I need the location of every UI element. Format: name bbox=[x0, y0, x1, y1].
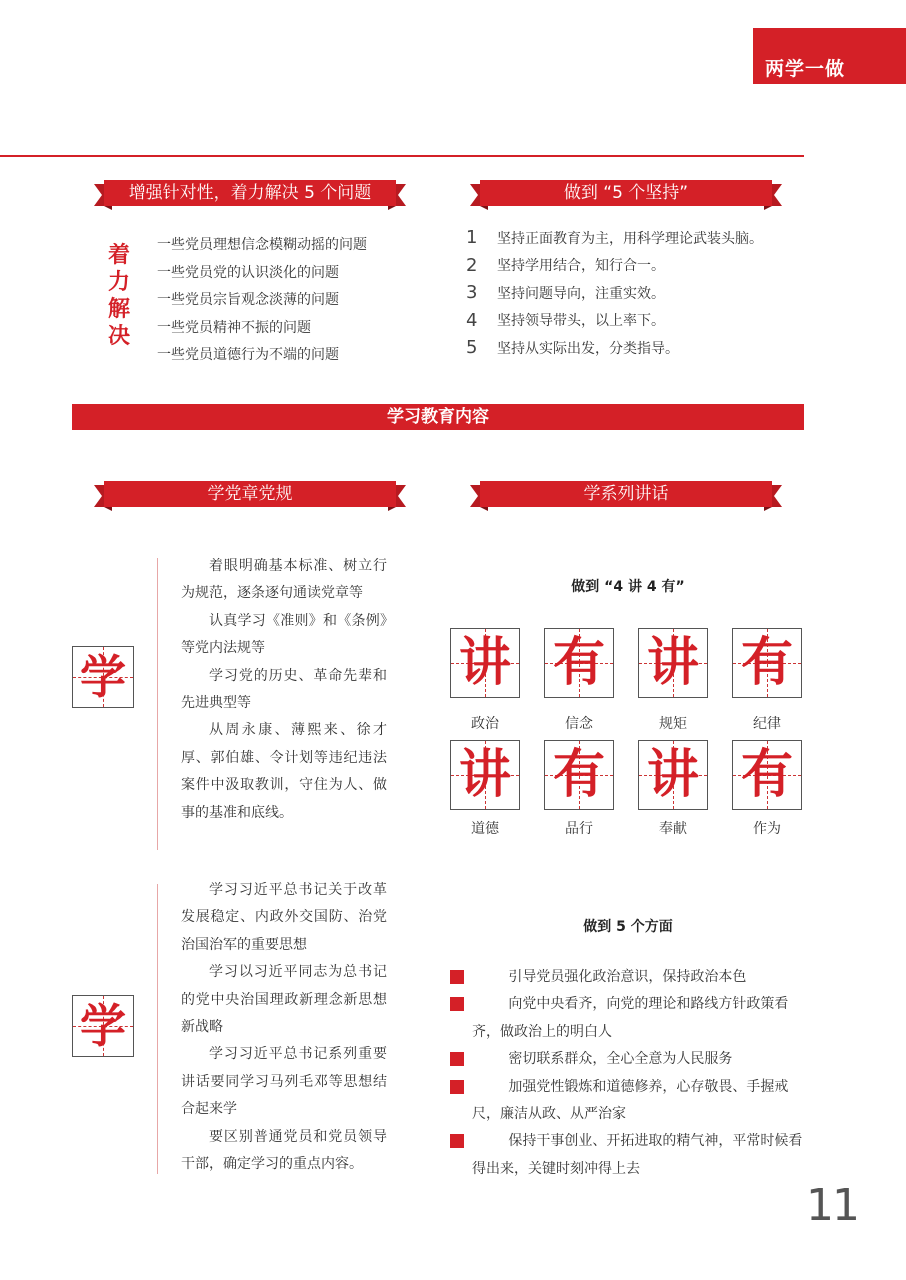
char-glyph: 有 bbox=[552, 745, 605, 805]
list-item bbox=[466, 252, 806, 280]
char-box bbox=[544, 628, 614, 698]
item-text: 坚持正面教育为主，用科学理论武装头脑。 bbox=[497, 230, 763, 247]
item-text: 密切联系群众，全心全意为人民服务 bbox=[508, 1051, 733, 1068]
vertical-divider bbox=[157, 558, 158, 850]
item-number: 5 bbox=[466, 337, 478, 359]
list-item bbox=[450, 1128, 806, 1183]
gloss-char: 力 bbox=[107, 269, 130, 295]
item-text: 坚持从实际出发，分类指导。 bbox=[497, 340, 679, 357]
vertical-gloss bbox=[106, 242, 132, 350]
char-label: 奉献 bbox=[659, 821, 687, 837]
xue-char-box bbox=[72, 646, 134, 708]
banner-party-rules bbox=[94, 481, 406, 511]
list-item bbox=[450, 1046, 806, 1073]
bullet-square-icon bbox=[450, 1052, 464, 1066]
char-label: 纪律 bbox=[753, 716, 781, 732]
item-number: 4 bbox=[466, 309, 478, 331]
page-number: 11 bbox=[806, 1180, 858, 1231]
list-item bbox=[466, 307, 806, 335]
xue-char: 学 bbox=[80, 999, 126, 1053]
banner-label: 增强针对性，着力解决 5 个问题 bbox=[128, 183, 372, 203]
char-glyph: 有 bbox=[740, 745, 793, 805]
list-item bbox=[466, 334, 806, 362]
list-item: 一些党员宗旨观念淡薄的问题 bbox=[157, 292, 339, 308]
five-heading: 做到 5 个方面 bbox=[583, 919, 673, 935]
banner-label: 学党章党规 bbox=[207, 484, 293, 504]
paragraph: 学习习近平总书记系列重要讲话要同学习马列毛邓等思想结合起来学 bbox=[181, 1046, 387, 1118]
item-text: 保持干事创业、开拓进取的精气神，平常时候看得出来，关键时刻冲得上去 bbox=[472, 1133, 803, 1177]
char-box bbox=[732, 628, 802, 698]
list-item: 一些党员理想信念模糊动摇的问题 bbox=[157, 237, 367, 253]
xue-char-box bbox=[72, 995, 134, 1057]
banner-five-persist bbox=[470, 180, 782, 210]
item-number: 2 bbox=[466, 254, 478, 276]
party-rules-text bbox=[181, 553, 387, 827]
paragraph: 学习以习近平同志为总书记的党中央治国理政新理念新思想新战略 bbox=[181, 964, 387, 1036]
list-item: 一些党员精神不振的问题 bbox=[157, 319, 311, 336]
list-item bbox=[450, 991, 806, 1046]
char-label: 作为 bbox=[753, 821, 781, 837]
char-box bbox=[544, 740, 614, 810]
bullet-square-icon bbox=[450, 997, 464, 1011]
gloss-char: 解 bbox=[107, 296, 130, 322]
four-heading: 做到 “4 讲 4 有” bbox=[571, 579, 685, 595]
char-glyph: 讲 bbox=[646, 745, 699, 805]
char-glyph: 讲 bbox=[646, 633, 699, 693]
item-text: 坚持领导带头，以上率下。 bbox=[497, 313, 665, 330]
char-glyph: 有 bbox=[740, 633, 793, 693]
bullet-square-icon bbox=[450, 1080, 464, 1094]
xue-char: 学 bbox=[80, 650, 126, 704]
list-item bbox=[450, 964, 806, 991]
char-box bbox=[638, 628, 708, 698]
char-glyph: 讲 bbox=[458, 745, 511, 805]
item-text: 引导党员强化政治意识，保持政治本色 bbox=[508, 969, 747, 985]
problem-list bbox=[157, 232, 437, 370]
list-item: 一些党员道德行为不端的问题 bbox=[157, 347, 339, 363]
paragraph: 认真学习《准则》和《条例》等党内法规等 bbox=[181, 612, 387, 657]
banner-five-problems bbox=[94, 180, 406, 210]
char-box bbox=[638, 740, 708, 810]
item-text: 坚持学用结合，知行合一。 bbox=[497, 258, 665, 275]
section-tab-label: 两学一做 bbox=[765, 58, 846, 80]
char-box bbox=[450, 740, 520, 810]
char-box bbox=[732, 740, 802, 810]
char-label: 道德 bbox=[471, 821, 499, 837]
char-label: 政治 bbox=[471, 716, 499, 732]
char-box bbox=[450, 628, 520, 698]
char-label: 品行 bbox=[565, 821, 593, 837]
vertical-divider bbox=[157, 884, 158, 1174]
char-label: 规矩 bbox=[659, 716, 687, 732]
gloss-char: 决 bbox=[107, 323, 130, 349]
bullet-square-icon bbox=[450, 970, 464, 984]
item-text: 加强党性锻炼和道德修养，心存敬畏、手握戒尺，廉洁从政、从严治家 bbox=[472, 1078, 789, 1123]
item-number: 3 bbox=[466, 282, 478, 304]
list-item bbox=[466, 279, 806, 307]
aspects-list bbox=[450, 964, 806, 1183]
paragraph: 学习党的历史、革命先辈和先进典型等 bbox=[181, 667, 387, 712]
section-tab bbox=[753, 28, 906, 84]
persist-list bbox=[466, 224, 806, 362]
banner-label: 学系列讲话 bbox=[583, 484, 669, 504]
bullet-square-icon bbox=[450, 1134, 464, 1148]
banner-label: 做到 “5 个坚持” bbox=[563, 183, 689, 203]
list-item: 一些党员党的认识淡化的问题 bbox=[157, 264, 339, 281]
top-divider bbox=[0, 155, 804, 157]
paragraph: 着眼明确基本标准、树立行为规范，逐条逐句通读党章等 bbox=[181, 558, 387, 602]
paragraph: 学习习近平总书记关于改革发展稳定、内政外交国防、治党治国治军的重要思想 bbox=[181, 882, 387, 953]
gloss-char: 着 bbox=[107, 242, 130, 268]
paragraph: 要区别普通党员和党员领导干部，确定学习的重点内容。 bbox=[181, 1128, 387, 1173]
list-item bbox=[466, 224, 806, 252]
char-glyph: 有 bbox=[552, 633, 605, 693]
item-number: 1 bbox=[466, 227, 478, 249]
paragraph: 从周永康、薄熙来、徐才厚、郭伯雄、令计划等违纪违法案件中汲取教训，守住为人、做事的基准和底线。 bbox=[181, 722, 387, 821]
banner-speeches bbox=[470, 481, 782, 511]
list-item bbox=[450, 1074, 806, 1129]
item-text: 向党中央看齐，向党的理论和路线方针政策看齐，做政治上的明白人 bbox=[472, 996, 789, 1040]
char-glyph: 讲 bbox=[458, 633, 511, 693]
section-title-bar: 学习教育内容 bbox=[72, 404, 804, 430]
char-label: 信念 bbox=[565, 716, 593, 732]
speeches-text bbox=[181, 877, 387, 1178]
item-text: 坚持问题导向，注重实效。 bbox=[497, 285, 665, 302]
